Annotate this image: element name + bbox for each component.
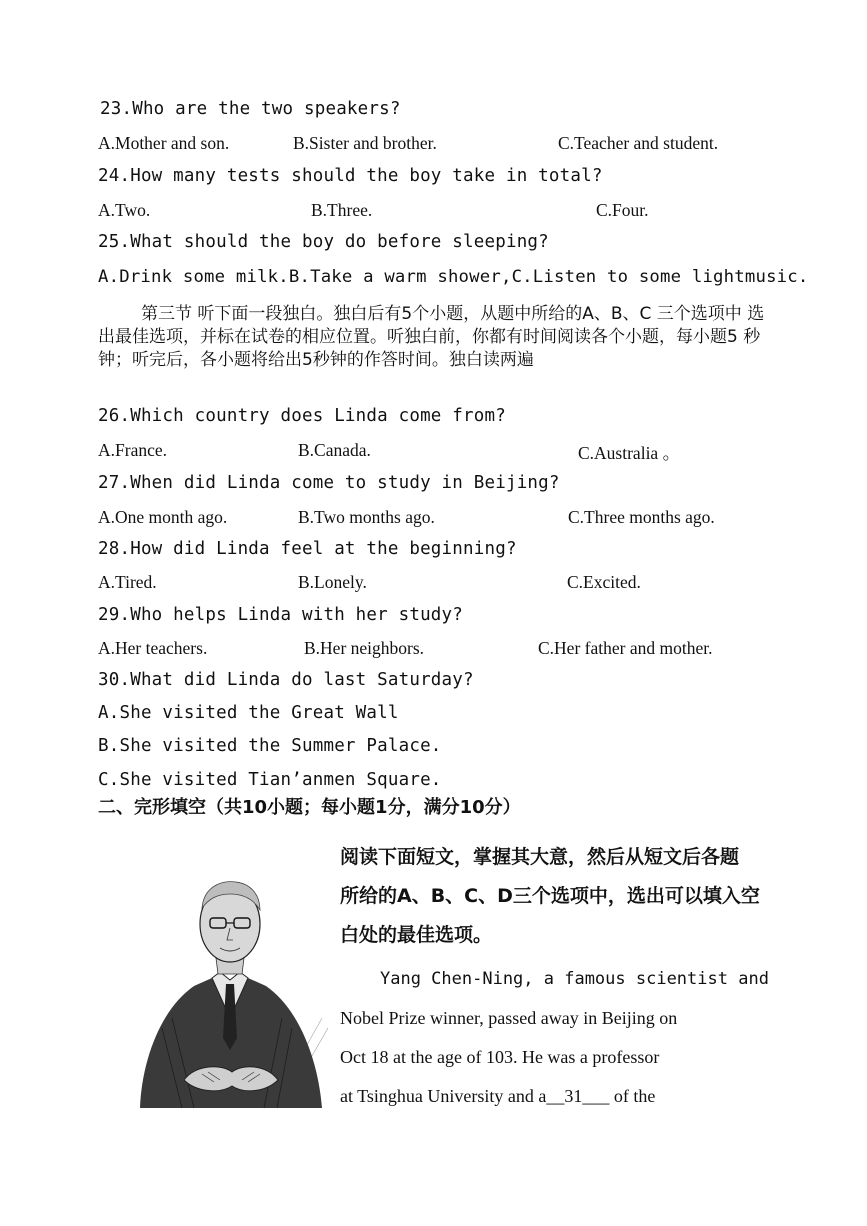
cloze-instruction-line: 阅读下面短文，掌握其大意，然后从短文后各题 [340,846,740,868]
q26-option-c: C.Australia 。 [578,443,681,463]
question-28: 28.How did Linda feel at the beginning? [98,539,517,559]
q28-option-b: B.Lonely. [298,572,367,592]
question-27: 27.When did Linda come to study in Beijing? [98,473,560,493]
cloze-instructions [340,838,780,955]
q29-option-a: A.Her teachers. [98,638,208,658]
q25-options: A.Drink some milk.B.Take a warm shower,C.Listen to some lightmusic. [98,267,809,287]
question-30: 30.What did Linda do last Saturday? [98,670,474,690]
q24-option-b: B.Three. [311,200,373,220]
q23-option-b: B.Sister and brother. [293,133,437,153]
q27-option-a: A.One month ago. [98,507,228,527]
q23-option-c: C.Teacher and student. [558,133,719,153]
cloze-passage [340,960,772,1116]
q30-option-a: A.She visited the Great Wall [98,703,399,723]
question-24: 24.How many tests should the boy take in total? [98,166,603,186]
question-23: 23.Who are the two speakers? [100,99,401,119]
question-25: 25.What should the boy do before sleeping? [98,232,549,252]
q23-option-a: A.Mother and son. [98,133,230,153]
cloze-heading: 二、完形填空（共10小题；每小题1分，满分10分） [98,797,521,818]
q30-option-b: B.She visited the Summer Palace. [98,736,442,756]
portrait-image [132,868,328,1110]
section3-instructions: 第三节 听下面一段独白。独白后有5个小题，从题中所给的A、B、C 三个选项中 选出最佳选项，并标在试卷的相应位置。听独白前，你都有时间阅读各个小题，每小题5 秒钟；听完后，各小题将给出5秒钟的作答时间。独白读两遍 [98,304,765,370]
q24-option-c: C.Four. [596,200,649,220]
question-26: 26.Which country does Linda come from? [98,406,506,426]
passage-line: at Tsinghua University and a__31___ of the [340,1086,656,1106]
question-29: 29.Who helps Linda with her study? [98,605,464,625]
q30-option-c: C.She visited Tian’anmen Square. [98,770,442,790]
q29-option-c: C.Her father and mother. [538,638,713,658]
passage-line: Yang Chen-Ning, a famous scientist and [380,969,769,989]
q26-option-b: B.Canada. [298,440,371,460]
passage-line: Oct 18 at the age of 103. He was a professor [340,1047,660,1067]
cloze-instruction-line: 所给的A、B、C、D三个选项中，选出可以填入空 [340,885,760,907]
q28-option-a: A.Tired. [98,572,157,592]
passage-line: Nobel Prize winner, passed away in Beijing on [340,1008,678,1028]
cloze-instruction-line: 白处的最佳选项。 [340,924,493,946]
q26-option-a: A.France. [98,440,168,460]
q27-option-c: C.Three months ago. [568,507,715,527]
q29-option-b: B.Her neighbors. [304,638,425,658]
q24-option-a: A.Two. [98,200,151,220]
q27-option-b: B.Two months ago. [298,507,435,527]
q28-option-c: C.Excited. [567,572,641,592]
